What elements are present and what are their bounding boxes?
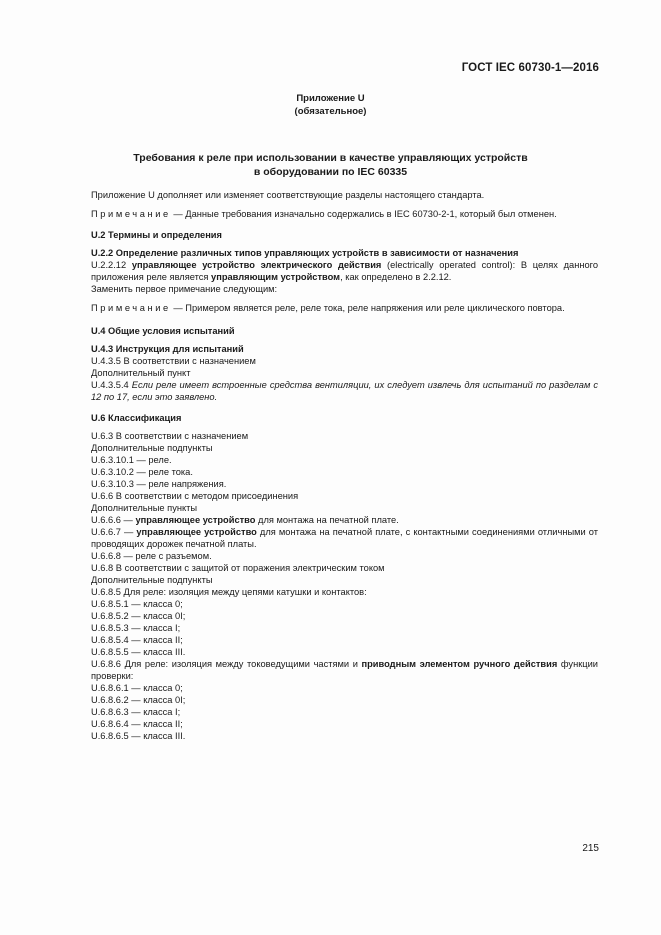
clause-u63103: U.6.3.10.3 — реле напряжения. <box>91 479 227 489</box>
clause-u63102: U.6.3.10.2 — реле тока. <box>91 467 193 477</box>
note-1: Примечание — Данные требования изначально содержались в IEC 60730-2-1, который был отменен. <box>91 209 557 219</box>
note-label: Примечание <box>91 209 171 219</box>
annex-heading <box>0 92 661 118</box>
clause-u4354: U.4.3.5.4 Если реле имеет встроенные средства вентиляции, их следует извлечь для испытаний по разделам с 12 по 17, если это заявлено. <box>91 380 599 402</box>
additional-items-label: Дополнительные пункты <box>91 503 198 513</box>
replace-note-instruction: Заменить первое примечание следующим: <box>91 284 278 294</box>
clause-u6855: U.6.8.5.5 — класса III. <box>91 647 186 657</box>
section-u4-heading: U.4 Общие условия испытаний <box>91 326 235 336</box>
clause-u435: U.4.3.5 В соответствии с назначением <box>91 356 256 366</box>
clause-u6852: U.6.8.5.2 — класса 0I; <box>91 611 186 621</box>
annex-status: (обязательное) <box>294 106 367 117</box>
clause-u667: U.6.6.7 — управляющее устройство для монтажа на печатной плате, с контактными соединениями отличными от проводящих дорожек печатной платы. <box>91 527 599 549</box>
clause-u63101: U.6.3.10.1 — реле. <box>91 455 172 465</box>
annex-title-line2: в оборудовании по IEC 60335 <box>253 165 408 178</box>
clause-u63: U.6.3 В соответствии с назначением <box>91 431 249 441</box>
clause-u2212: U.2.2.12 управляющее устройство электрического действия (electrically operated control): В целях данного приложения реле является управляющим устройством, как определено в 2.2.12. <box>91 260 598 282</box>
document-body <box>62 189 598 742</box>
additional-item-label: Дополнительный пункт <box>91 368 191 378</box>
page-number: 215 <box>582 843 599 854</box>
additional-subitems-label: Дополнительные подпункты <box>91 575 213 585</box>
clause-u6863: U.6.8.6.3 — класса I; <box>91 707 181 717</box>
section-u43-heading: U.4.3 Инструкция для испытаний <box>91 344 244 354</box>
standard-designation: ГОСТ IEC 60730-1—2016 <box>461 62 599 74</box>
clause-u6861: U.6.8.6.1 — класса 0; <box>91 683 183 693</box>
note-label: Примечание <box>91 303 171 313</box>
section-u22-heading: U.2.2 Определение различных типов управляющих устройств в зависимости от назначения <box>91 248 519 258</box>
clause-u6862: U.6.8.6.2 — класса 0I; <box>91 695 186 705</box>
section-u2-heading: U.2 Термины и определения <box>91 230 222 240</box>
additional-subitems-label: Дополнительные подпункты <box>91 443 213 453</box>
annex-title-line1: Требования к реле при использовании в качестве управляющих устройств <box>133 152 528 164</box>
annex-name: Приложение U <box>296 93 365 104</box>
clause-u6864: U.6.8.6.4 — класса II; <box>91 719 183 729</box>
clause-u68: U.6.8 В соответствии с защитой от поражения электрическим током <box>91 563 385 573</box>
clause-u66: U.6.6 В соответствии с методом присоединения <box>91 491 299 501</box>
section-u6-heading: U.6 Классификация <box>91 413 182 423</box>
clause-u666: U.6.6.6 — управляющее устройство для монтажа на печатной плате. <box>91 515 399 525</box>
clause-u6853: U.6.8.5.3 — класса I; <box>91 623 181 633</box>
note-2: Примечание — Примером является реле, реле тока, реле напряжения или реле циклического повтора. <box>91 303 565 313</box>
intro-paragraph: Приложение U дополняет или изменяет соответствующие разделы настоящего стандарта. <box>91 190 485 200</box>
clause-u6854: U.6.8.5.4 — класса II; <box>91 635 183 645</box>
clause-u668: U.6.6.8 — реле с разъемом. <box>91 551 212 561</box>
annex-title <box>0 152 661 179</box>
clause-u6851: U.6.8.5.1 — класса 0; <box>91 599 183 609</box>
clause-u685: U.6.8.5 Для реле: изоляция между цепями катушки и контактов: <box>91 587 367 597</box>
clause-u686: U.6.8.6 Для реле: изоляция между токоведущими частями и приводным элементом ручного действия функции проверки: <box>91 659 598 681</box>
clause-u6865: U.6.8.6.5 — класса III. <box>91 731 186 741</box>
